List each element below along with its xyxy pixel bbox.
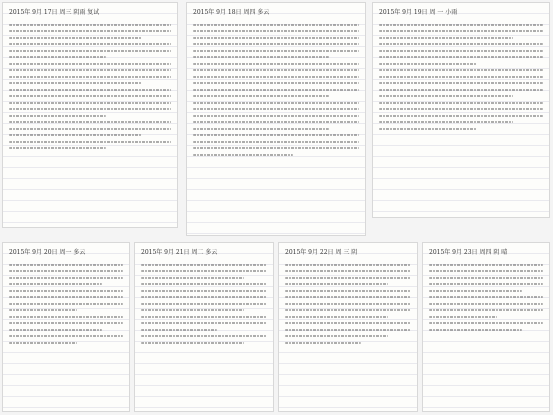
diary-page-3 — [372, 2, 550, 218]
diary-date-header: 2015年 9月 21日 周二 多云 — [141, 249, 218, 256]
handwritten-lines — [379, 19, 543, 211]
handwritten-lines — [9, 19, 171, 221]
handwritten-lines — [429, 259, 543, 405]
diary-date-header: 2015年 9月 18日 周四 多云 — [193, 9, 270, 16]
diary-page-2 — [186, 2, 366, 236]
diary-page-5 — [134, 242, 274, 412]
diary-page-7 — [422, 242, 550, 412]
handwritten-lines — [193, 19, 359, 229]
diary-date-header: 2015年 9月 17日 周三 阴雨 复试 — [9, 9, 100, 16]
diary-page-1 — [2, 2, 178, 228]
diary-date-header: 2015年 9月 22日 周 三 阴 — [285, 249, 358, 256]
diary-page-6 — [278, 242, 418, 412]
diary-date-header: 2015年 9月 19日 周 一 小雨 — [379, 9, 458, 16]
handwritten-lines — [141, 259, 267, 405]
diary-date-header: 2015年 9月 23日 周四 阴 晴 — [429, 249, 508, 256]
handwritten-lines — [285, 259, 411, 405]
diary-date-header: 2015年 9月 20日 周一 多云 — [9, 249, 86, 256]
diary-page-4 — [2, 242, 130, 412]
handwritten-lines — [9, 259, 123, 405]
